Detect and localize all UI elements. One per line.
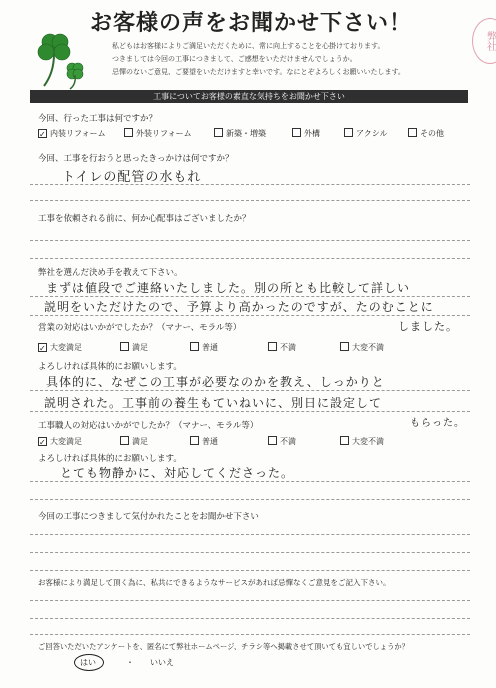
checkbox-icon [344,128,353,137]
q6-label: 工事職人の対応はいかがでしたか？（マナー、モラル等） [38,421,259,431]
q3-label: 工事を依頼される前に、何か心配事はございましたか？ [38,214,251,224]
q1-option-new-build[interactable]: 新築・増築 [214,128,266,139]
intro-line-1: 私どもはお客様によりご満足いただくために、常に向上することを心掛けております。 [112,42,385,50]
q4-label: 弊社を選んだ決め手を教えて下さい。 [38,268,183,278]
q5-option-neutral[interactable]: 普通 [190,342,218,353]
rule [30,240,470,241]
q5-option-satisfied[interactable]: 満足 [120,342,148,353]
rule [30,481,470,482]
q9-separator: ・ [126,658,134,667]
q6-option-very-dissatisfied[interactable]: 大変不満 [340,436,384,447]
checkbox-icon: ✓ [39,438,46,447]
rule [30,200,470,201]
checkbox-icon [190,342,199,351]
q9-no-option[interactable]: いいえ [150,658,174,667]
q9-yes-option[interactable]: はい [80,658,96,667]
q2-label: 今回、工事を行おうと思ったきっかけは何ですか？ [38,154,234,164]
q5-detail-label: よろしければ具体的にお願いします。 [38,362,182,372]
checkbox-icon [268,342,277,351]
seal-stamp: 弊社 [472,18,496,64]
checkbox-icon: ✓ [39,130,46,139]
q1-option-interior[interactable]: ✓ 内装リフォーム [39,129,106,139]
q4-answer-line-2: 説明をいただけたので、予算より高かったのですが、たのむことに [44,300,434,314]
rule [30,411,470,412]
q9-label: ご回答いただいたアンケートを、匿名にて弊社ホームページ、チラシ等へ掲載させて頂いても宜しいでしょうか？ [38,642,409,651]
rule [30,534,470,535]
checkbox-icon [340,436,349,445]
rule [30,600,470,601]
q5-option-very-satisfied[interactable]: ✓ 大変満足 [39,343,82,353]
intro-line-3: 忌憚のないご意見、ご要望をいただけますと幸いです。なにとぞよろしくお願いいたします。 [112,68,405,76]
q1-option-axil[interactable]: アクシル [344,128,388,139]
rule [30,296,470,297]
q6-option-neutral[interactable]: 普通 [190,436,218,447]
q5-answer-line-2: 説明された。工事前の養生もていねいに、別日に設定して [44,396,383,410]
checkbox-icon [268,436,277,445]
clover-icon [30,28,90,90]
q6-answer: とても物静かに、対応してくださった。 [60,466,295,480]
q5-label: 営業の対応はいかがでしたか？（マナー、モラル等） [38,323,242,333]
q2-answer: トイレの配管の水もれ [62,170,202,185]
checkbox-icon [120,436,129,445]
q6-option-dissatisfied[interactable]: 不満 [268,436,296,447]
rule [30,390,470,391]
checkbox-icon [214,128,223,137]
q5-answer-line-3: もらった。 [410,418,465,429]
checkbox-icon [190,436,199,445]
q6-option-very-satisfied[interactable]: ✓ 大変満足 [39,437,82,447]
rule [30,315,470,316]
q5-answer-line-1: 具体的に、なぜこの工事が必要なのかを教え、しっかりと [46,375,385,389]
section-banner: 工事についてお客様の素直な気持ちをお聞かせ下さい [30,90,468,103]
q5-option-dissatisfied[interactable]: 不満 [268,342,296,353]
q8-label: お客様により満足して頂く為に、私共にできるようなサービスがあれば忌憚なくご意見をご記入下さい。 [38,578,391,587]
q4-answer-line-3: しました。 [398,320,458,333]
q1-label: 今回、行った工事は何ですか？ [38,114,158,124]
rule [30,634,470,635]
rule [30,258,470,259]
checkbox-icon: ✓ [39,344,46,353]
rule [30,570,470,571]
q6-detail-label: よろしければ具体的にお願いします。 [38,454,182,464]
checkbox-icon [120,342,129,351]
rule [30,618,470,619]
page-title: お客様の声をお聞かせ下さい！ [90,11,413,36]
q5-option-very-dissatisfied[interactable]: 大変不満 [340,342,384,353]
checkbox-icon [124,128,133,137]
checkbox-icon [292,128,301,137]
rule [30,499,470,500]
checkbox-icon [340,342,349,351]
checkbox-icon [408,128,417,137]
q6-option-satisfied[interactable]: 満足 [120,436,148,447]
intro-line-2: つきましては今回の工事につきまして、ご感想をいただけませんでしょうか。 [112,55,357,63]
q1-option-exterior-works[interactable]: 外構 [292,128,320,139]
rule [30,552,470,553]
q1-option-other[interactable]: その他 [408,128,444,139]
q7-label: 今回の工事につきまして気付かれたことをお聞かせ下さい [38,512,259,522]
rule [30,184,470,185]
q1-option-exterior[interactable]: 外装リフォーム [124,128,192,139]
q4-answer-line-1: まずは値段でご連絡いたしました。別の所とも比較して詳しい [46,281,411,295]
